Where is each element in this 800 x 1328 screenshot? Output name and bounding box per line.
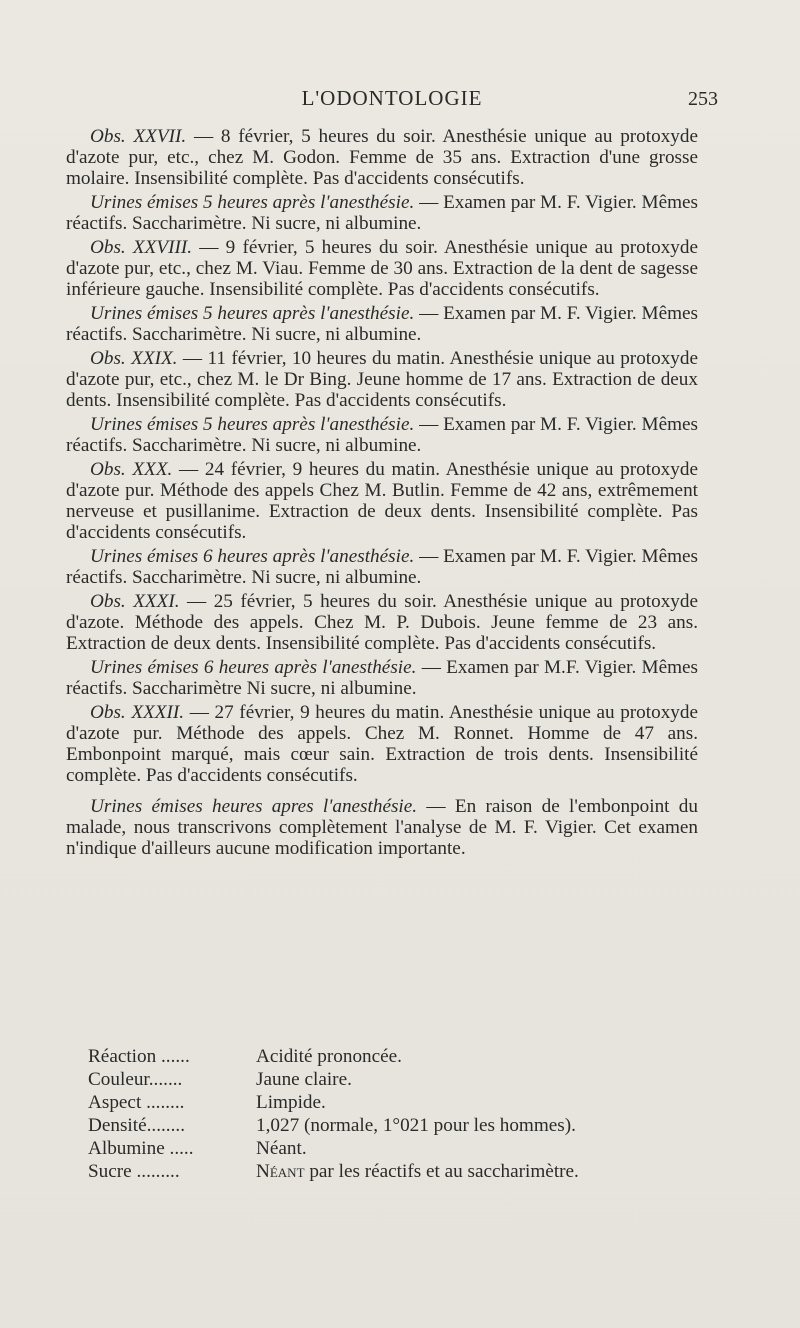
row-value: [256, 1160, 688, 1183]
row-label: Albumine .....: [88, 1138, 194, 1159]
paragraph-lead: Urines émises 6 heures après l'anesthésie.: [90, 657, 417, 678]
row-label: Couleur.......: [88, 1069, 183, 1090]
paragraph-lead: Urines émises 5 heures après l'anesthésie.: [90, 303, 415, 324]
paragraph-urines-32: [66, 796, 698, 859]
row-value-rest: par les réactifs et au saccharimètre.: [304, 1161, 579, 1182]
paragraph-urines-27: [66, 192, 698, 234]
page-number: 253: [688, 88, 718, 110]
paragraph-lead: Obs. XXXI.: [90, 591, 180, 612]
paragraph-obs-30: [66, 459, 698, 543]
paragraph-body: — Examen par M. F. Vigier. Mêmes réactifs. Saccharimètre. Ni sucre, ni albumine.: [66, 546, 698, 588]
table-row-aspect: [88, 1091, 688, 1114]
body-text: [66, 126, 698, 862]
paragraph-body: — 9 février, 5 heures du soir. Anesthésie unique au protoxyde d'azote pur, etc., chez M. Viau. Femme de 30 ans. Extraction de la dent de sagesse inférieure gauche. Insensibilité complète. Pas d'accidents consécutifs.: [66, 237, 698, 300]
row-value: Limpide.: [256, 1092, 326, 1113]
paragraph-body: — En raison de l'embonpoint du malade, nous transcrivons complètement l'analyse de M. F. Vigier. Cet examen n'indique d'ailleurs aucune modification importante.: [66, 796, 698, 859]
urine-analysis-table: [88, 1045, 688, 1183]
paragraph-body: — 8 février, 5 heures du soir. Anesthésie unique au protoxyde d'azote pur, etc., chez M. Godon. Femme de 35 ans. Extraction d'une grosse molaire. Insensibilité complète. Pas d'accidents consécutifs.: [66, 126, 698, 189]
paragraph-urines-29: [66, 414, 698, 456]
table-row-albumine: [88, 1137, 688, 1160]
row-value: Néant.: [256, 1138, 307, 1159]
row-value: Jaune claire.: [256, 1069, 352, 1090]
row-label: Réaction ......: [88, 1046, 190, 1067]
paragraph-body: — 11 février, 10 heures du matin. Anesthésie unique au protoxyde d'azote pur, etc., chez M. le Dr Bing. Jeune homme de 17 ans. Extraction de deux dents. Insensibilité complète. Pas d'accidents consécutifs.: [66, 348, 699, 411]
row-value: Acidité prononcée.: [256, 1046, 402, 1067]
row-label: Densité........: [88, 1115, 185, 1136]
paragraph-obs-28: [66, 237, 698, 300]
paragraph-urines-28: [66, 303, 698, 345]
page-header: [66, 86, 718, 116]
paragraph-body: — Examen par M. F. Vigier. Mêmes réactifs. Saccharimètre. Ni sucre, ni albumine.: [66, 303, 698, 345]
paragraph-body: — Examen par M. F. Vigier. Mêmes réactifs. Saccharimètre. Ni sucre, ni albumine.: [66, 414, 698, 456]
paragraph-obs-27: [66, 126, 698, 189]
row-label: Sucre .........: [88, 1161, 180, 1182]
paragraph-lead: Urines émises 5 heures après l'anesthésie.: [90, 414, 415, 435]
paragraph-lead: Obs. XXX.: [90, 459, 173, 480]
paragraph-lead: Obs. XXXII.: [90, 702, 185, 723]
paragraph-lead: Obs. XXVII.: [90, 126, 187, 147]
table-row-reaction: [88, 1045, 688, 1068]
paragraph-obs-29: [66, 348, 698, 411]
paragraph-body: — 27 février, 9 heures du matin. Anesthésie unique au protoxyde d'azote pur. Méthode des appels. Chez M. Ronnet. Homme de 47 ans. Embonpoint marqué, mais cœur sain. Extraction de trois dents. Insensibilité complète. Pas d'accidents consécutifs.: [66, 702, 698, 786]
table-row-densite: [88, 1114, 688, 1137]
paragraph-body: — 25 février, 5 heures du soir. Anesthésie unique au protoxyde d'azote. Méthode des appels. Chez M. P. Dubois. Jeune femme de 23 ans. Extraction de deux dents. Insensibilité complète. Pas d'accidents consécutifs.: [66, 591, 698, 654]
paragraph-body: — 24 février, 9 heures du matin. Anesthésie unique au protoxyde d'azote pur. Méthode des appels Chez M. Butlin. Femme de 42 ans, extrêmement nerveuse et pusillanime. Extraction de deux dents. Insensibilité complète. Pas d'accidents consécutifs.: [66, 459, 698, 543]
paragraph-lead: Obs. XXVIII.: [90, 237, 193, 258]
table-row-couleur: [88, 1068, 688, 1091]
paragraph-body: — Examen par M.F. Vigier. Mêmes réactifs. Saccharimètre Ni sucre, ni albumine.: [66, 657, 699, 699]
paragraph-lead: Urines émises 6 heures après l'anesthésie.: [90, 546, 415, 567]
row-value: 1,027 (normale, 1°021 pour les hommes).: [256, 1115, 576, 1136]
running-head: L'ODONTOLOGIE: [301, 86, 483, 110]
paragraph-lead: Obs. XXIX.: [90, 348, 178, 369]
paragraph-obs-31: [66, 591, 698, 654]
paragraph-urines-30: [66, 546, 698, 588]
paragraph-body: — Examen par M. F. Vigier. Mêmes réactifs. Saccharimètre. Ni sucre, ni albumine.: [66, 192, 698, 234]
table-row-sucre: [88, 1160, 688, 1183]
paragraph-obs-32: [66, 702, 698, 786]
paragraph-urines-31: [66, 657, 698, 699]
paragraph-lead: Urines émises 5 heures après l'anesthésie.: [90, 192, 415, 213]
paragraph-lead: Urines émises heures apres l'anesthésie.: [90, 796, 418, 817]
row-label: Aspect ........: [88, 1092, 185, 1113]
row-value-lead: Néant: [256, 1161, 305, 1182]
